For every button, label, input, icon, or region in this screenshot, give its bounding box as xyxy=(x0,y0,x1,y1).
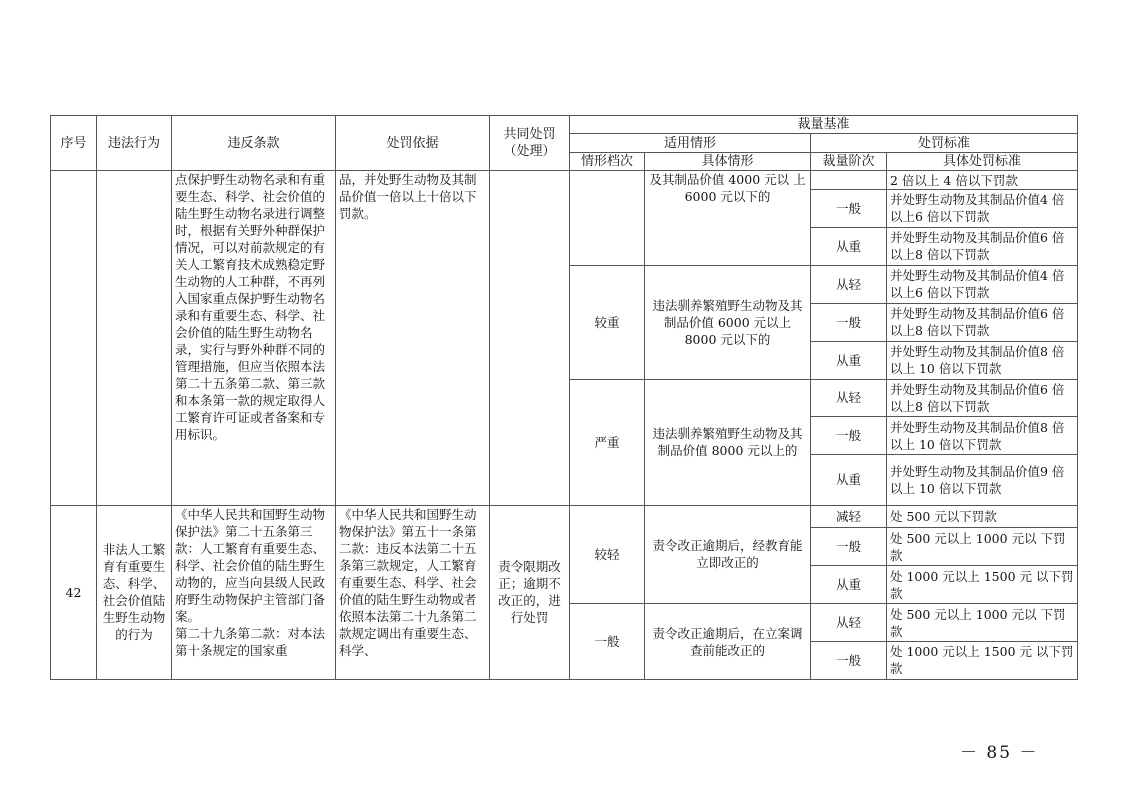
cont-r2-penalty: 并处野生动物及其制品价值4 倍以上6 倍以下罚款 xyxy=(887,189,1078,227)
cont-r9-penalty: 并处野生动物及其制品价值9 倍以上 10 倍以下罚款 xyxy=(887,455,1078,505)
header-stage: 裁量阶次 xyxy=(811,152,887,170)
cont-r3-stage: 从重 xyxy=(811,227,887,265)
item42-r4-stage: 从轻 xyxy=(811,604,887,642)
item42-violation: 非法人工繁育有重要生态、科学、社会价值陆生野生动物的行为 xyxy=(97,505,172,679)
cont-r9-stage: 从重 xyxy=(811,455,887,505)
cont-g3-level: 严重 xyxy=(570,379,645,505)
cont-r7-stage: 从轻 xyxy=(811,379,887,417)
item42-r5-stage: 一般 xyxy=(811,641,887,679)
item42-g1-level: 较轻 xyxy=(570,505,645,603)
cont-r1-penalty: 2 倍以上 4 倍以下罚款 xyxy=(887,171,1078,189)
header-penalty: 具体处罚标准 xyxy=(887,152,1078,170)
item42-r2-stage: 一般 xyxy=(811,528,887,566)
discretion-table xyxy=(50,115,1078,680)
cont-g2-level: 较重 xyxy=(570,265,645,379)
cont-r4-stage: 从轻 xyxy=(811,265,887,303)
item42-r3-penalty: 处 1000 元以上 1500 元 以下罚款 xyxy=(887,566,1078,604)
item42-basis: 《中华人民共和国野生动物保护法》第五十一条第二款：违反本法第二十五条第三款规定，人工繁育有重要生态、科学、社会价值的陆生野生动物或者依照本法第二十九条第二款规定调出有重要生态、科学、 xyxy=(336,505,490,679)
item42-r2-penalty: 处 500 元以上 1000 元以 下罚款 xyxy=(887,528,1078,566)
cont-seq xyxy=(51,171,97,505)
header-violation: 违法行为 xyxy=(97,116,172,171)
item42-r1-penalty: 处 500 元以下罚款 xyxy=(887,505,1078,528)
cont-r2-stage: 一般 xyxy=(811,189,887,227)
cont-r5-penalty: 并处野生动物及其制品价值6 倍以上8 倍以下罚款 xyxy=(887,303,1078,341)
table-row xyxy=(51,171,1078,189)
header-penalty-basis: 处罚依据 xyxy=(336,116,490,171)
header-discretion: 裁量基准 xyxy=(570,116,1078,134)
item42-g1-situation: 责令改正逾期后，经教育能立即改正的 xyxy=(645,505,811,603)
cont-r8-penalty: 并处野生动物及其制品价值8 倍以上 10 倍以下罚款 xyxy=(887,417,1078,455)
item42-seq: 42 xyxy=(51,505,97,679)
header-applicable: 适用情形 xyxy=(570,134,811,152)
cont-r6-stage: 从重 xyxy=(811,341,887,379)
cont-common xyxy=(490,171,570,505)
cont-g2-situation: 违法驯养繁殖野生动物及其制品价值 6000 元以上 8000 元以下的 xyxy=(645,265,811,379)
table-row xyxy=(51,505,1078,528)
item42-r4-penalty: 处 500 元以上 1000 元以 下罚款 xyxy=(887,604,1078,642)
item42-common: 责令限期改正；逾期不改正的，进行处罚 xyxy=(490,505,570,679)
page-number: － 85 － xyxy=(960,743,1039,763)
cont-r3-penalty: 并处野生动物及其制品价值6 倍以上8 倍以下罚款 xyxy=(887,227,1078,265)
item42-g2-level: 一般 xyxy=(570,604,645,680)
cont-r4-penalty: 并处野生动物及其制品价值4 倍以上6 倍以下罚款 xyxy=(887,265,1078,303)
item42-clause: 《中华人民共和国野生动物保护法》第二十五条第三款：人工繁育有重要生态、科学、社会价值的陆生野生动物的，应当向县级人民政府野生动物保护主管部门备案。 第二十九条第二款：对本法第十条规定的国家重 xyxy=(172,505,336,679)
cont-r6-penalty: 并处野生动物及其制品价值8 倍以上 10 倍以下罚款 xyxy=(887,341,1078,379)
cont-r7-penalty: 并处野生动物及其制品价值6 倍以上8 倍以下罚款 xyxy=(887,379,1078,417)
header-standard: 处罚标准 xyxy=(811,134,1078,152)
header-violated-clause: 违反条款 xyxy=(172,116,336,171)
header-level: 情形档次 xyxy=(570,152,645,170)
item42-r1-stage: 减轻 xyxy=(811,505,887,528)
cont-r1-stage xyxy=(811,171,887,189)
cont-g3-situation: 违法驯养繁殖野生动物及其制品价值 8000 元以上的 xyxy=(645,379,811,505)
item42-r5-penalty: 处 1000 元以上 1500 元 以下罚款 xyxy=(887,641,1078,679)
item42-g2-situation: 责令改正逾期后，在立案调查前能改正的 xyxy=(645,604,811,680)
header-common-penalty: 共同处罚 （处理） xyxy=(490,116,570,171)
cont-r8-stage: 一般 xyxy=(811,417,887,455)
cont-basis: 品，并处野生动物及其制品价值一倍以上十倍以下罚款。 xyxy=(336,171,490,505)
header-seq: 序号 xyxy=(51,116,97,171)
cont-g1-level xyxy=(570,171,645,265)
item42-r3-stage: 从重 xyxy=(811,566,887,604)
header-situation: 具体情形 xyxy=(645,152,811,170)
cont-clause: 点保护野生动物名录和有重要生态、科学、社会价值的陆生野生动物名录进行调整时，根据有关野外种群保护情况，可以对前款规定的有关人工繁育技术成熟稳定野生动物的人工种群，不再列入国家重点保护野生动物名录和有重要生态、科学、社会价值的陆生野生动物名录，实行与野外种群不同的管理措施，但应当依照本法第二十五条第二款、第三款和本条第一款的规定取得人工繁育许可证或者备案和专用标识。 xyxy=(172,171,336,505)
cont-violation xyxy=(97,171,172,505)
cont-g1-situation: 及其制品价值 4000 元以 上 6000 元以下的 xyxy=(645,171,811,265)
cont-r5-stage: 一般 xyxy=(811,303,887,341)
